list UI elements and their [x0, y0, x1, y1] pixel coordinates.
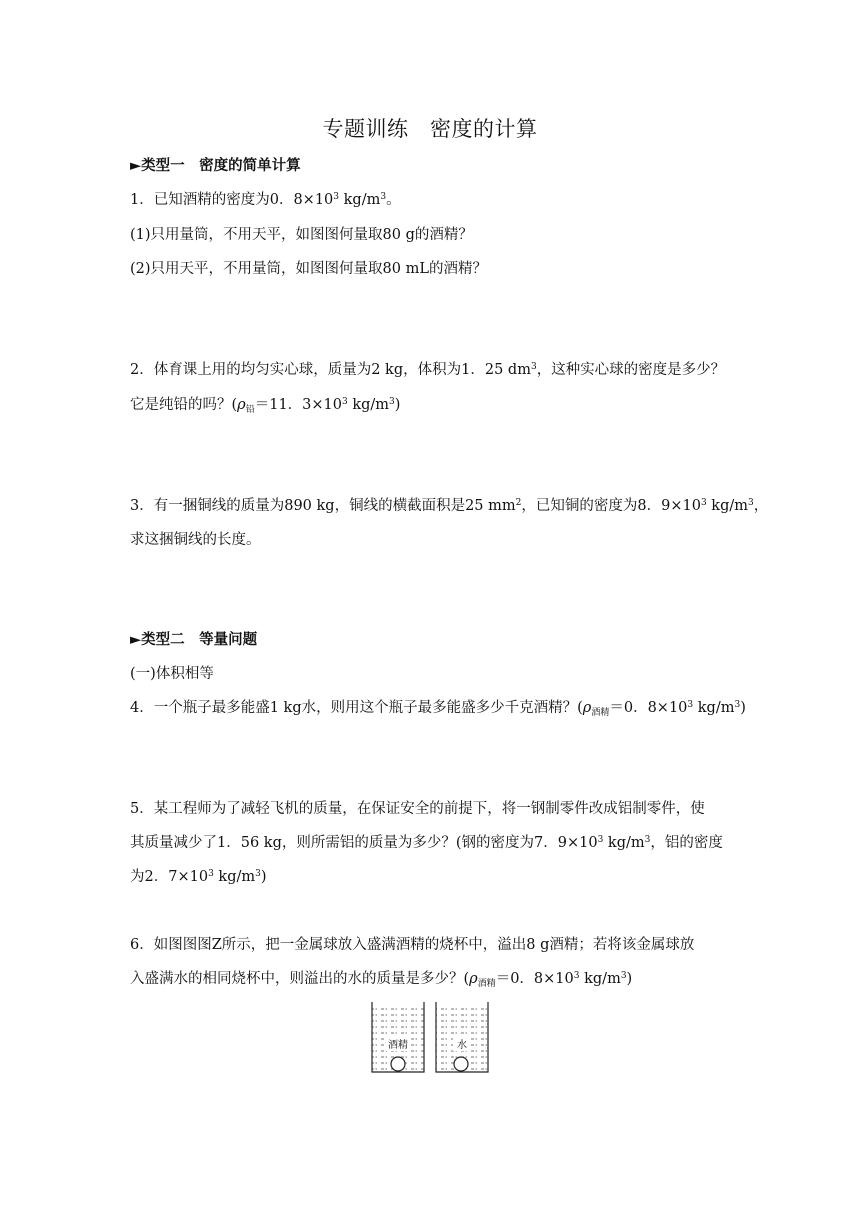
alcohol-label: 酒精 [388, 1040, 408, 1051]
metal-ball-right [454, 1057, 468, 1071]
question-6-line-2: 入盛满水的相同烧杯中，则溢出的水的质量是多少？($\rho_{酒精}=0$．$8\times 10^3$ $kg/m^3$) [130, 971, 633, 989]
question-5-line-1: 5．某工程师为了减轻飞机的质量，在保证安全的前提下，将一钢制零件改成铝制零件，使 [130, 801, 705, 817]
sub-heading-equal-volume: (一)体积相等 [130, 666, 214, 682]
question-6-line-1: 6．如图图图Z所示，把一金属球放入盛满酒精的烧杯中，溢出8 g酒精；若将该金属球放 [130, 937, 695, 953]
question-1-stem: 1．已知酒精的密度为0．$8\times 10^3$ $kg/m^3$。 [130, 192, 401, 208]
question-3-line-1: 3．有一捆铜线的质量为890 kg，铜线的横截面积是25 $mm^2$，已知铜的密度为8．$9\times 10^3$ $kg/m^3$， [130, 498, 769, 514]
question-2-line-1: 2．体育课上用的均匀实心球，质量为2 kg，体积为1．25 $dm^3$，这种实心球的密度是多少？ [130, 362, 726, 378]
question-4: 4．一个瓶子最多能盛1 kg水，则用这个瓶子最多能盛多少千克酒精？($\rho_{酒精}=0$．$8\times 10^3$ $kg/m^3$) [130, 700, 746, 718]
water-label: 水 [457, 1040, 467, 1051]
metal-ball-left [391, 1057, 405, 1071]
question-1-part-1: (1)只用量筒，不用天平，如图图何量取80 g的酒精？ [130, 227, 473, 243]
question-5-line-3: 为2．$7\times 10^3$ $kg/m^3$) [130, 869, 267, 885]
section-heading-type1: ►类型一 密度的简单计算 [130, 158, 301, 174]
question-1-part-2: (2)只用天平，不用量筒，如图图何量取80 mL的酒精？ [130, 261, 487, 277]
alcohol-beaker [372, 1002, 424, 1072]
water-beaker [436, 1002, 488, 1072]
section-heading-type2: ►类型二 等量问题 [130, 632, 258, 648]
question-3-line-2: 求这捆铜线的长度。 [130, 532, 261, 548]
question-2-line-2: 它是纯铅的吗？($\rho_铅=11$．$3\times 10^3$ $kg/m^3$) [130, 397, 401, 415]
beakers-figure [370, 1000, 490, 1080]
question-5-line-2: 其质量减少了1．56 kg，则所需铝的质量为多少？(钢的密度为7．$9\times 10^3$ $kg/m^3$，铝的密度 [130, 835, 723, 851]
page-title: 专题训练 密度的计算 [322, 117, 538, 141]
